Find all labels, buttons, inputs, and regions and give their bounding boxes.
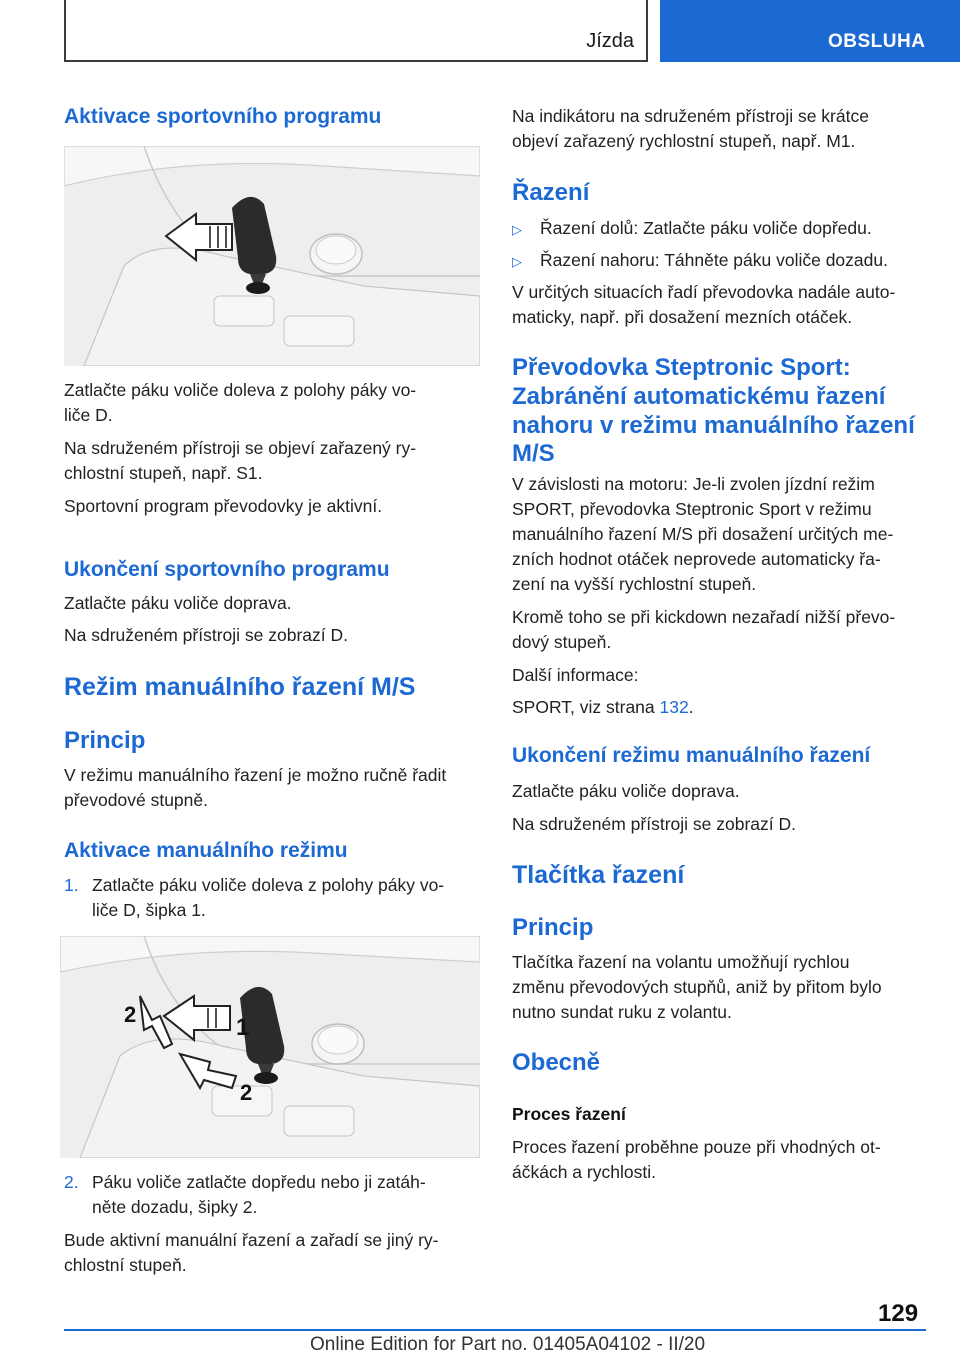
text-shift-process-line1: Proces řazení proběhne pouze při vhodných ot- xyxy=(512,1137,881,1157)
list-item-1-text: Zatlačte páku voliče doleva z polohy páky vo- xyxy=(92,875,445,895)
list-item-1-number: 1. xyxy=(64,875,79,895)
text-steptronic-line5: zení na vyšší rychlostní stupeň. xyxy=(512,574,757,594)
heading-manual-mode: Režim manuálního řazení M/S xyxy=(64,673,416,701)
list-item-2-number: 2. xyxy=(64,1172,79,1192)
list-item-2-line2: něte dozadu, šipky 2. xyxy=(92,1197,258,1217)
heading-shifting: Řazení xyxy=(512,179,590,206)
illustration-label-arrow-1: 1 xyxy=(236,1014,250,1041)
header-section-title: Jízda xyxy=(586,30,634,52)
bullet-shift-down-text: Řazení dolů: Zatlačte páku voliče dopředu. xyxy=(540,218,872,238)
text-paddles-line1: Tlačítka řazení na volantu umožňují rychlou xyxy=(512,952,850,972)
text-steptronic-line2: SPORT, převodovka Steptronic Sport v režimu xyxy=(512,499,872,519)
triangle-bullet-icon: ▷ xyxy=(512,254,522,269)
illustration-selector-lever-sport xyxy=(64,146,480,366)
list-item-1-line1 xyxy=(64,873,444,898)
text-manual-off-step2: Na sdruženém přístroji se zobrazí D. xyxy=(512,814,796,834)
footer-rule xyxy=(64,1329,926,1331)
text-principle-line1: V režimu manuálního řazení je možno ručně řadit xyxy=(64,765,447,785)
footer-edition xyxy=(310,1334,705,1356)
text-kickdown-line1: Kromě toho se při kickdown nezařadí nižší převo- xyxy=(512,607,896,627)
heading-steptronic-line3: nahoru v režimu manuálního řazení xyxy=(512,412,915,439)
text-sport-off-step2: Na sdruženém přístroji se zobrazí D. xyxy=(64,625,348,645)
text-auto-shift-line2: maticky, např. při dosažení mezních otáček. xyxy=(512,307,853,327)
illustration-label-arrow-2-lower: 2 xyxy=(240,1080,253,1105)
heading-manual-mode-on: Aktivace manuálního režimu xyxy=(64,839,348,862)
text-manual-active-line1: Bude aktivní manuální řazení a zařadí se jiný ry- xyxy=(64,1230,439,1250)
triangle-bullet-icon: ▷ xyxy=(512,222,522,237)
heading-steptronic-line2: Zabránění automatickému řazení xyxy=(512,383,886,410)
text-sport-reference-suffix: . xyxy=(688,697,694,717)
heading-principle-right: Princip xyxy=(512,914,594,941)
bullet-shift-up xyxy=(512,248,888,274)
text-sport-active: Sportovní program převodovky je aktivní. xyxy=(64,496,383,516)
text-indicator-line1: Na indikátoru na sdruženém přístroji se krátce xyxy=(512,106,869,126)
text-shift-process-line2: áčkách a rychlosti. xyxy=(512,1162,656,1182)
text-paddles-line3: nutno sundat ruku z volantu. xyxy=(512,1002,732,1022)
page-number: 129 xyxy=(878,1300,919,1327)
text-sport-off-step1: Zatlačte páku voliče doprava. xyxy=(64,593,292,613)
text-kickdown-line2: dový stupeň. xyxy=(512,632,612,652)
text-paddles-line2: změnu převodových stupňů, aniž by přitom bylo xyxy=(512,977,882,997)
text-manual-active-line2: chlostní stupeň. xyxy=(64,1255,187,1275)
text-indicator-line2: objeví zařazený rychlostní stupeň, např. M1. xyxy=(512,131,856,151)
text-more-info: Další informace: xyxy=(512,665,639,685)
heading-steptronic-line1: Převodovka Steptronic Sport: xyxy=(512,354,851,381)
header-chapter-tab xyxy=(660,0,960,62)
header-section-box xyxy=(64,0,648,62)
footer-edition-text: Online Edition for Part no. 01405A04102 - II/20 xyxy=(310,1334,706,1355)
heading-principle-left: Princip xyxy=(64,727,146,754)
text-sport-step1-line2: liče D. xyxy=(64,405,113,425)
illustration-selector-lever-manual xyxy=(60,936,480,1158)
text-sport-reference xyxy=(512,695,694,720)
list-item-1-line2: liče D, šipka 1. xyxy=(92,900,206,920)
text-steptronic-line1: V závislosti na motoru: Je-li zvolen jízdní režim xyxy=(512,474,875,494)
heading-general: Obecně xyxy=(512,1049,601,1076)
illustration-label-arrow-2-upper: 2 xyxy=(124,1002,137,1027)
text-steptronic-line4: zních hodnot otáček neprovede automaticky řa- xyxy=(512,549,881,569)
heading-sport-program-off: Ukončení sportovního programu xyxy=(64,558,390,581)
bullet-shift-down xyxy=(512,216,872,242)
text-manual-off-step1: Zatlačte páku voliče doprava. xyxy=(512,781,740,801)
heading-sport-program-on: Aktivace sportovního programu xyxy=(64,105,382,128)
heading-shift-process: Proces řazení xyxy=(512,1104,626,1124)
text-principle-line2: převodové stupně. xyxy=(64,790,208,810)
page-link-132[interactable]: 132 xyxy=(659,697,689,717)
list-item-2-text: Páku voliče zatlačte dopředu nebo ji zatáh- xyxy=(92,1172,426,1192)
text-sport-reference-prefix: SPORT, viz strana xyxy=(512,697,660,717)
text-steptronic-line3: manuálního řazení M/S při dosažení určitých me- xyxy=(512,524,894,544)
header-chapter-title: OBSLUHA xyxy=(828,31,926,52)
heading-steptronic-line4: M/S xyxy=(512,440,555,467)
text-sport-step2-line1: Na sdruženém přístroji se objeví zařazený ry- xyxy=(64,438,417,458)
text-auto-shift-line1: V určitých situacích řadí převodovka nadále auto- xyxy=(512,282,896,302)
heading-shift-paddles: Tlačítka řazení xyxy=(512,861,685,889)
heading-manual-mode-off: Ukončení režimu manuálního řazení xyxy=(512,744,871,767)
text-sport-step1-line1: Zatlačte páku voliče doleva z polohy páky vo- xyxy=(64,380,417,400)
bullet-shift-up-text: Řazení nahoru: Táhněte páku voliče dozadu. xyxy=(540,250,888,270)
list-item-2-line1 xyxy=(64,1170,426,1195)
text-sport-step2-line2: chlostní stupeň, např. S1. xyxy=(64,463,263,483)
